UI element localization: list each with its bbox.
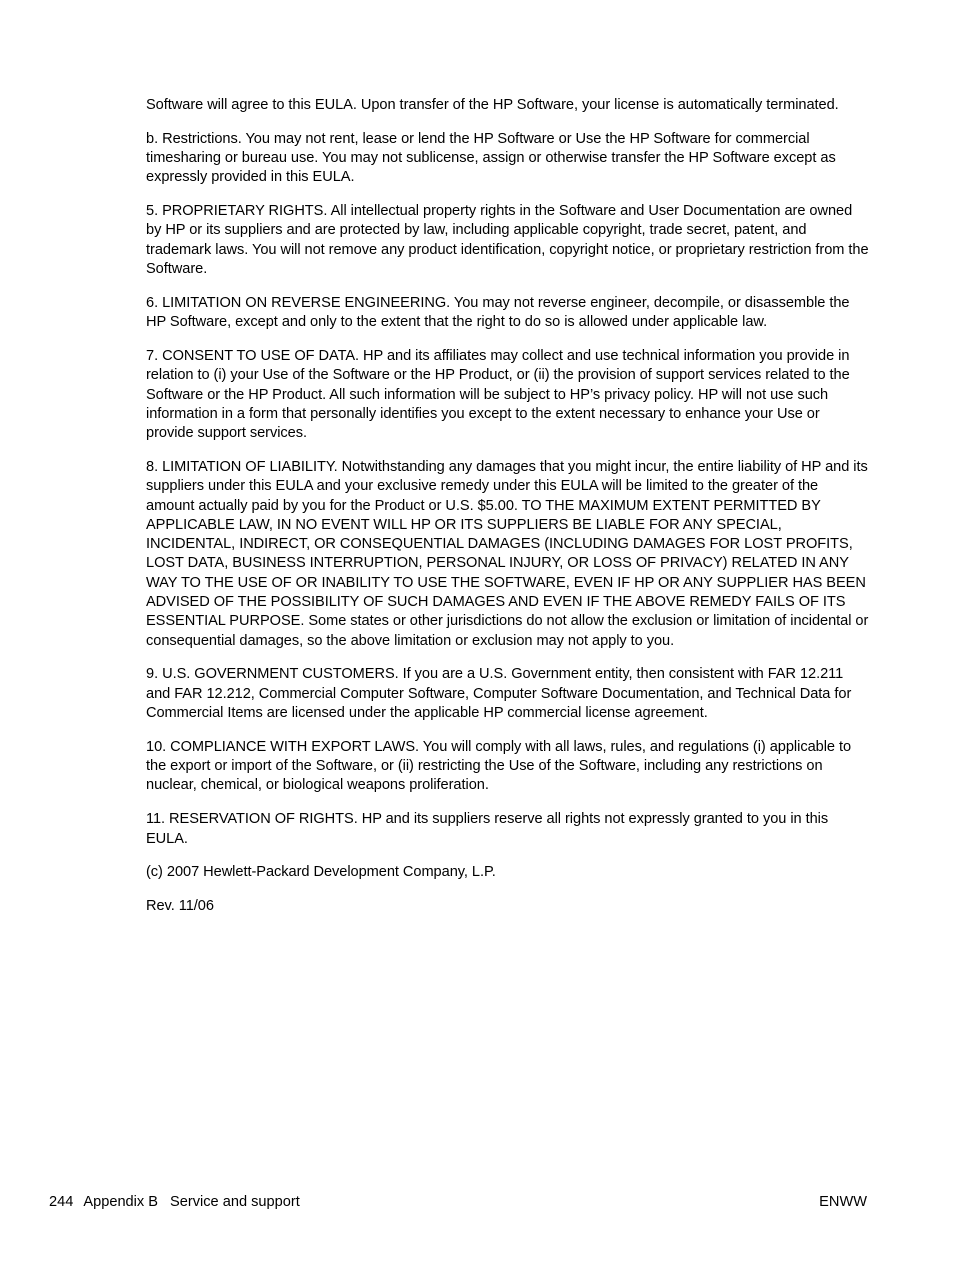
eula-paragraph-transfer: Software will agree to this EULA. Upon transfer of the HP Software, your license is automatically terminated. xyxy=(146,97,839,113)
footer-left xyxy=(49,1193,300,1212)
eula-paragraph-export: 10. COMPLIANCE WITH EXPORT LAWS. You will comply with all laws, rules, and regulations (i) applicable to the export or import of the Software, or (ii) restricting the Use of the Software, including any restrictions on nuclear, chemical, or biological weapons proliferation. xyxy=(146,738,852,794)
eula-paragraph-government: 9. U.S. GOVERNMENT CUSTOMERS. If you are a U.S. Government entity, then consistent with FAR 12.211 and FAR 12.212, Commercial Computer Software, Computer Software Documentation, and Technical Data for Commercial Items are licensed under the applicable HP commercial license agreement. xyxy=(146,666,852,722)
eula-paragraph-liability: 8. LIMITATION OF LIABILITY. Notwithstanding any damages that you might incur, the entire liability of HP and its suppliers under this EULA and your exclusive remedy under this EULA will be limited to the greater of the amount actually paid by you for the Product or U.S. $5.00. TO THE MAXIMUM EXTENT PERMITTED BY APPLICABLE LAW, IN NO EVENT WILL HP OR ITS SUPPLIERS BE LIABLE FOR ANY SPECIAL, INCIDENTAL, INDIRECT, OR CONSEQUENTIAL DAMAGES (INCLUDING DAMAGES FOR LOST PROFITS, LOST DATA, BUSINESS INTERRUPTION, PERSONAL INJURY, OR LOSS OF PRIVACY) RELATED IN ANY WAY TO THE USE OF OR INABILITY TO USE THE SOFTWARE, EVEN IF HP OR ANY SUPPLIER HAS BEEN ADVISED OF THE POSSIBILITY OF SUCH DAMAGES AND EVEN IF THE ABOVE REMEDY FAILS OF ITS ESSENTIAL PURPOSE. Some states or other jurisdictions do not allow the exclusion or limitation of incidental or consequential damages, so the above limitation or exclusion may not apply to you. xyxy=(146,458,869,649)
page-footer xyxy=(49,1193,867,1212)
eula-paragraph-restrictions: b. Restrictions. You may not rent, lease or lend the HP Software or Use the HP Software for commercial timesharing or bureau use. You may not sublicense, assign or otherwise transfer the HP Software except as expressly provided in this EULA. xyxy=(146,130,836,186)
eula-paragraph-reservation: 11. RESERVATION OF RIGHTS. HP and its suppliers reserve all rights not expressly granted to you in this EULA. xyxy=(146,811,829,847)
document-body xyxy=(146,96,870,931)
eula-paragraph-proprietary-rights: 5. PROPRIETARY RIGHTS. All intellectual property rights in the Software and User Documentation are owned by HP or its suppliers and are protected by law, including applicable copyright, trade secret, patent, and trademark laws. You will not remove any product identification, copyright notice, or proprietary restriction from the Software. xyxy=(146,203,869,278)
footer-locale-code: ENWW xyxy=(819,1194,867,1210)
footer-chapter: Service and support xyxy=(170,1194,300,1210)
eula-paragraph-consent-data: 7. CONSENT TO USE OF DATA. HP and its affiliates may collect and use technical information you provide in relation to (i) your Use of the Software or the HP Product, or (ii) the provision of support services related to the Software or the HP Product. All such information will be subject to HP’s privacy policy. HP will not use such information in a form that personally identifies you except to the extent necessary to enhance your Use or provide support services. xyxy=(146,347,850,442)
footer-section: Appendix B xyxy=(83,1194,159,1210)
page-number: 244 xyxy=(49,1194,74,1210)
revision-line: Rev. 11/06 xyxy=(146,898,214,915)
copyright-line: (c) 2007 Hewlett-Packard Development Company, L.P. xyxy=(146,864,496,881)
eula-paragraph-reverse-engineering: 6. LIMITATION ON REVERSE ENGINEERING. You may not reverse engineer, decompile, or disassemble the HP Software, except and only to the extent that the right to do so is allowed under applicable law. xyxy=(146,294,850,331)
